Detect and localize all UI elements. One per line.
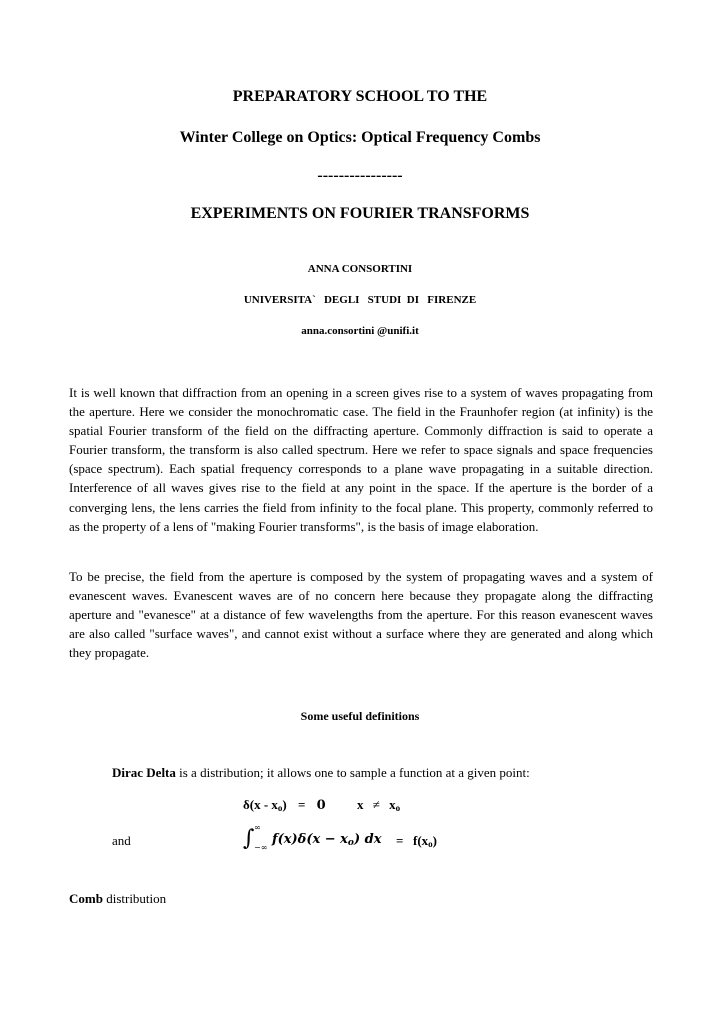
eq2-rhs-end: ) <box>432 833 438 848</box>
eq1-cond-sub: o <box>395 803 401 813</box>
author-email: anna.consortini @unifi.it <box>301 325 419 337</box>
eq2-rhs <box>413 833 437 849</box>
eq2-rhs-sub: o <box>428 839 433 849</box>
and-label: and <box>112 833 131 848</box>
eq1-value: 0 <box>316 798 326 813</box>
author-name: ANNA CONSORTINI <box>307 263 413 275</box>
paragraph-2: To be precise, the field from the aperture is composed by the system of propagating waves and a system of evanescent waves. Evanescent waves are of no concern here because they propagate along the diffracting aperture and "evanesce" at a distance of few wavelengths from the aperture. For this reason evanescent waves are also called "surface waves", and cannot exist without a surface where they are generated and along which they propagate. <box>69 569 653 661</box>
eq1-cond-var: x <box>356 797 364 812</box>
title-separator: ---------------- <box>317 167 403 184</box>
integral-lower-limit: −∞ <box>254 843 268 852</box>
integrand-sub: o <box>347 838 354 848</box>
author-affiliation: UNIVERSITA` DEGLI STUDI DI FIRENZE <box>243 294 477 306</box>
integrand-main: f(x)δ(x − x <box>272 832 348 847</box>
integral-sign: ∫ <box>243 826 255 851</box>
dirac-text: is a distribution; it allows one to sample a function at a given point: <box>175 765 530 780</box>
integrand-end: ) dx <box>353 832 382 847</box>
eq1-lhs: δ(x - x <box>243 797 278 812</box>
eq1-lhs-end: ) <box>282 797 287 812</box>
comb-term: Comb <box>69 891 103 906</box>
section-heading: Some useful definitions <box>300 709 420 723</box>
eq2-rhs-main: f(x <box>413 833 429 848</box>
integrand <box>272 832 381 847</box>
eq1-equals: = <box>298 797 306 812</box>
title-line-2: Winter College on Optics: Optical Frequency Combs <box>179 129 541 146</box>
title-line-3: EXPERIMENTS ON FOURIER TRANSFORMS <box>190 205 530 222</box>
title-line-1: PREPARATORY SCHOOL TO THE <box>232 88 488 105</box>
eq2-equals: = <box>396 833 404 848</box>
eq1-lhs-sub: o <box>277 803 283 813</box>
dirac-definition <box>112 765 530 781</box>
integral-upper-limit: ∞ <box>254 823 261 832</box>
equation-1 <box>243 797 400 813</box>
comb-text: distribution <box>102 891 167 906</box>
dirac-term: Dirac Delta <box>112 765 176 780</box>
eq1-cond-op: ≠ <box>372 797 380 812</box>
comb-definition <box>69 891 166 907</box>
paragraph-1: It is well known that diffraction from an opening in a screen gives rise to a system of waves propagating from the aperture. Here we consider the monochromatic case. The field in the Fraunhofer region (at infinity) is the spatial Fourier transform of the field on the diffracting aperture. Commonly diffraction is said to operate a Fourier transform, the transform is also called spectrum. Here we refer to space signals and space frequencies (space spectrum). Each spatial frequency corresponds to a plane wave propagating in a suitable direction. Interference of all waves gives rise to the field at any point in the space. If the aperture is the border of a converging lens, the lens carries the field from infinity to the focal plane. This property, commonly referred to as the property of a lens of "making Fourier transforms", is the basis of image elaboration. <box>69 385 653 534</box>
eq1-cond-rhs: x <box>389 797 396 812</box>
